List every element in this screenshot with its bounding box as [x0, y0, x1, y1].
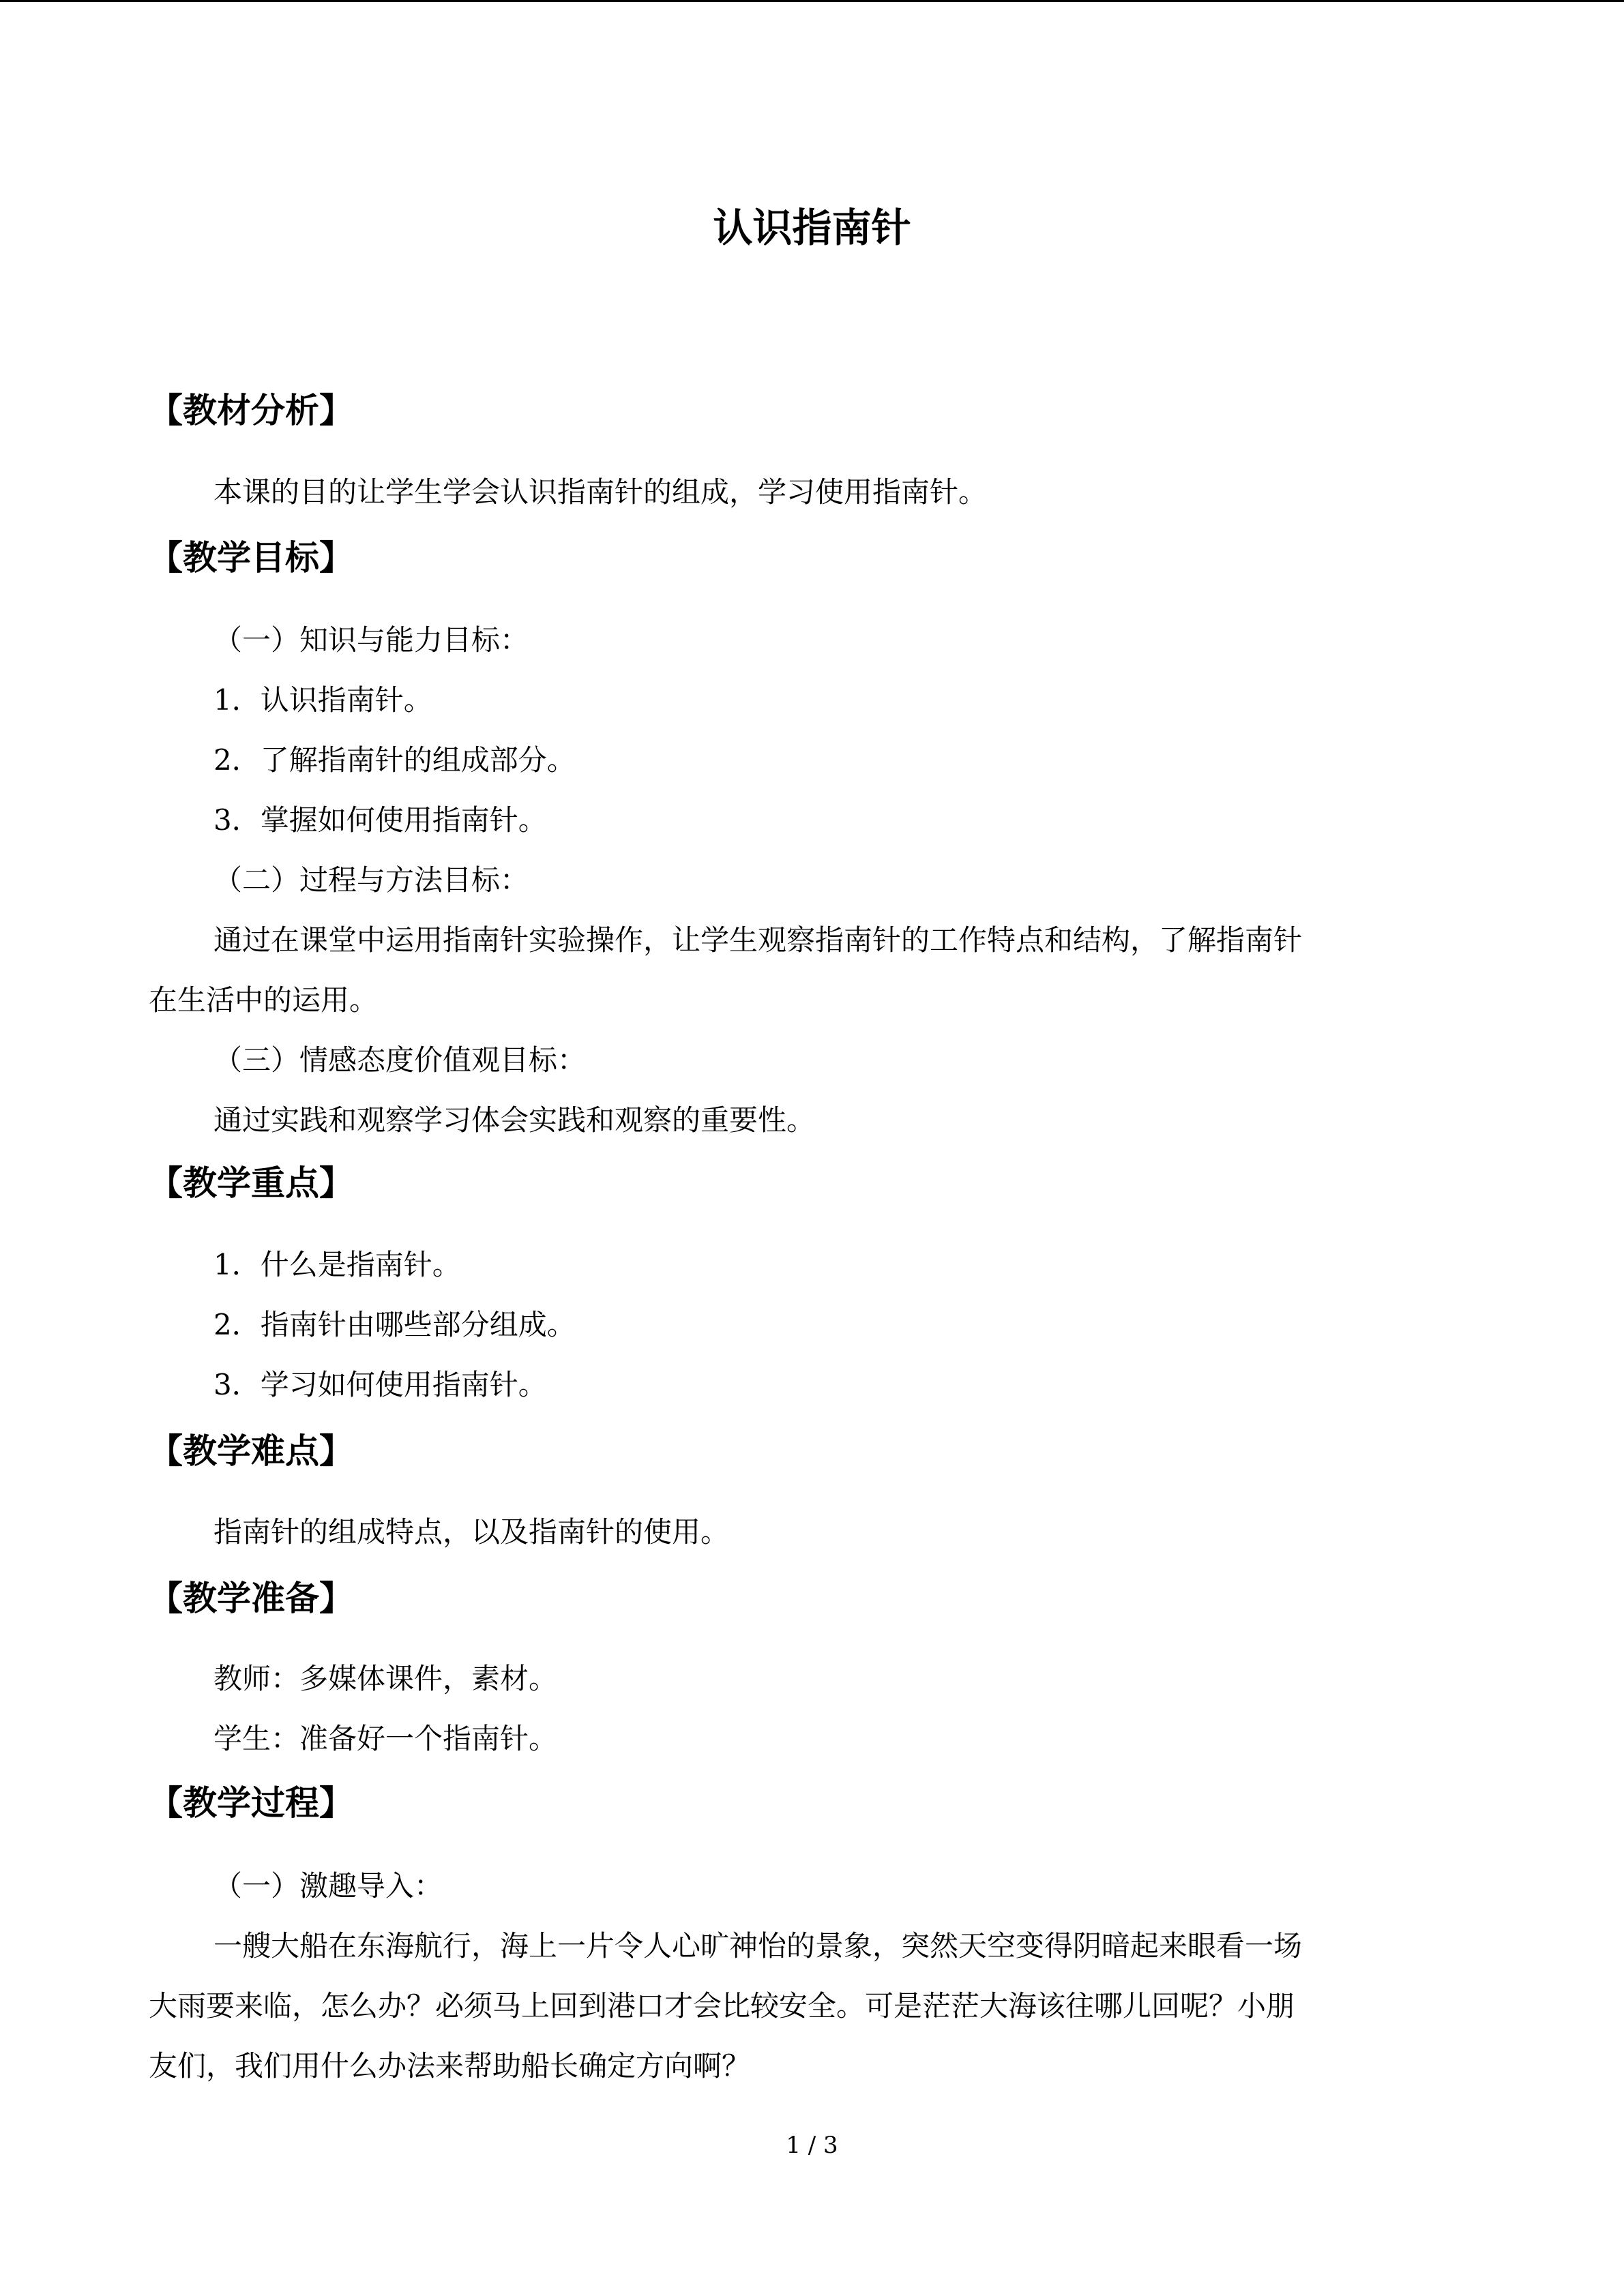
section-heading-key-points: 【教学重点】: [149, 1163, 353, 1203]
document-title: 认识指南针: [713, 205, 911, 251]
key-point-3: 3．学习如何使用指南针。: [213, 1368, 547, 1401]
process-intro-paragraph-line-2: 大雨要来临，怎么办？必须马上回到港口才会比较安全。可是茫茫大海该往哪儿回呢？小朋: [149, 1989, 1295, 2023]
goals-subheading-attitude: （三）情感态度价值观目标：: [213, 1043, 587, 1077]
key-point-1: 1．什么是指南针。: [213, 1248, 461, 1281]
goals-item-2: 2．了解指南针的组成部分。: [213, 743, 576, 777]
analysis-paragraph: 本课的目的让学生学会认识指南针的组成，学习使用指南针。: [213, 475, 988, 509]
page-number: 1 / 3: [786, 2132, 838, 2159]
preparation-student: 学生：准备好一个指南针。: [213, 1722, 558, 1755]
section-heading-difficulties: 【教学难点】: [149, 1431, 353, 1471]
goals-subheading-process: （二）过程与方法目标：: [213, 863, 529, 897]
process-intro-paragraph-line-1: 一艘大船在东海航行，海上一片令人心旷神怡的景象，突然天空变得阴暗起来眼看一场: [213, 1929, 1303, 1963]
section-heading-analysis: 【教材分析】: [149, 391, 353, 430]
process-intro-paragraph-line-3: 友们，我们用什么办法来帮助船长确定方向啊？: [149, 2049, 751, 2083]
goals-item-1: 1．认识指南针。: [213, 683, 432, 717]
goals-attitude-paragraph: 通过实践和观察学习体会实践和观察的重要性。: [213, 1103, 816, 1137]
section-heading-goals: 【教学目标】: [149, 538, 353, 578]
key-point-2: 2．指南针由哪些部分组成。: [213, 1308, 576, 1341]
goals-subheading-knowledge: （一）知识与能力目标：: [213, 623, 529, 657]
difficulties-paragraph: 指南针的组成特点，以及指南针的使用。: [213, 1515, 730, 1549]
goals-process-paragraph-line-1: 通过在课堂中运用指南针实验操作，让学生观察指南针的工作特点和结构，了解指南针: [213, 923, 1303, 957]
goals-process-paragraph-line-2: 在生活中的运用。: [149, 983, 379, 1017]
section-heading-preparation: 【教学准备】: [149, 1579, 353, 1618]
preparation-teacher: 教师：多媒体课件，素材。: [213, 1662, 558, 1695]
process-subheading-intro: （一）激趣导入：: [213, 1869, 443, 1903]
section-heading-process: 【教学过程】: [149, 1783, 353, 1823]
goals-item-3: 3．掌握如何使用指南针。: [213, 803, 547, 837]
